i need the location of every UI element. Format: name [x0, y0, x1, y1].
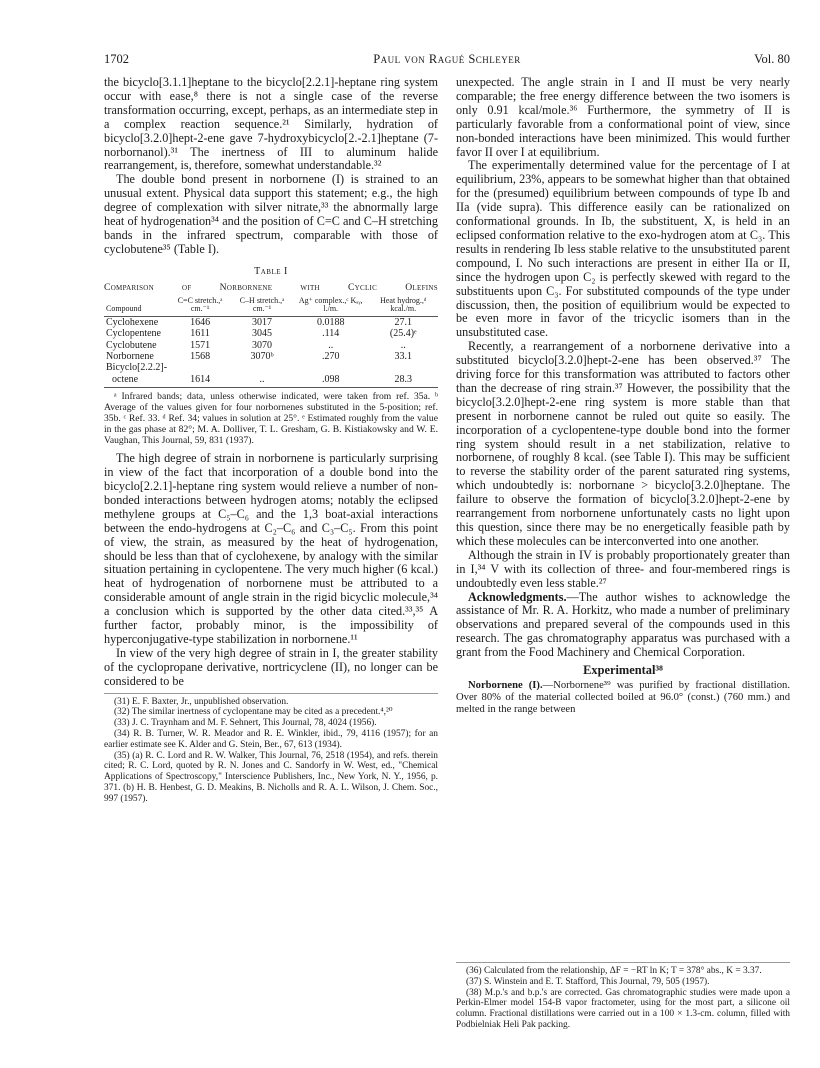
table-cell: 33.1: [394, 351, 412, 362]
table-cell: 3070: [252, 339, 273, 351]
footnote: (32) The similar inertness of cyclopentane may be cited as a precedent.⁴,²⁰: [114, 707, 393, 718]
table-row: [104, 351, 438, 362]
table-cell: [169, 362, 231, 373]
table-cell: 28.3: [368, 374, 438, 388]
table-cell: .114: [322, 328, 340, 340]
table-row: [104, 362, 438, 373]
footnote: (34) R. B. Turner, W. R. Meador and R. E. Winkler, ibid., 79, 4116 (1957); for an earlier estimate see K. Alder and G. Stein, Ber., 67, 613 (1934).: [104, 729, 438, 750]
table-cell: ..: [328, 339, 334, 351]
caption-word: of: [182, 281, 192, 293]
paragraph: Recently, a rearrangement of a norbornene derivative into a substituted bicyclo[3.2.0]hept-2-ene has been observed.³⁷ The driving force for this transformation was attributed to factors other than the decrease of ring strain.³⁷ However, the possibility that the bicyclo[3.2.0]hept-2-ene ring system is more stable than that present in norbornene cannot be ruled out quite so easily. The incorporation of a cyclopentene-type double bond into the former ring system should result in a net stabilization, relative to norbornene, of roughly 8 kcal. (see Table I). This may be sufficient to reverse the stability order of the parent saturated ring systems, which undoubtedly is: norbornane > bicyclo[3.2.0]heptane. The failure to observe the formation of bicyclo[3.2.0]hept-2-ene by rearrangement from norbornene unfortunately casts no light upon this question, since there may be no energetically feasible path by which these molecules can be interconverted into one another.: [456, 339, 790, 548]
table-1: [104, 265, 438, 446]
column-header: Compound: [104, 297, 169, 317]
data-table: [104, 297, 438, 389]
table-cell: ..: [400, 339, 406, 351]
footnote: (33) J. C. Traynham and M. F. Sehnert, This Journal, 78, 4024 (1956).: [114, 718, 377, 729]
column-header: C=C stretch.,ᵃ cm.⁻¹: [169, 297, 231, 317]
paragraph: Although the strain in IV is probably proportionately greater than in I,³⁴ V with its collection of three- and four-membered rings is undoubtedly even less stable.²⁷: [456, 547, 790, 590]
table-cell: [368, 362, 438, 373]
table-cell: octene: [104, 374, 169, 388]
acknowledgments: [456, 591, 790, 661]
paragraph: In view of the very high degree of strain in I, the greater stability of the cyclopropane derivative, nortricyclene (II), no longer can be considered to be: [104, 645, 438, 688]
caption-word: Comparison: [104, 281, 154, 293]
ack-body: —The author wishes to acknowledge the assistance of Mr. R. A. Horkitz, who made a number of preliminary observations and prepared several of the compounds used in this research. The gas chromatography apparatus was purchased with a grant from the Food Machinery and Chemical Corporation.: [456, 589, 790, 660]
footnote: (38) M.p.'s and b.p.'s are corrected. Gas chromatographic studies were made upon a Perkin-Elmer model 154-B vapor fractometer, using for the most part, a silicone oil column. Fractional distillations were carried out in a 100 × 1.3-cm. column, filled with Podbielniak Heli Pak packing.: [456, 987, 790, 1030]
table-cell: 1611: [190, 328, 210, 340]
footnote: (31) E. F. Baxter, Jr., unpublished observation.: [114, 696, 289, 707]
table-cell: 0.0188: [316, 316, 345, 328]
table-title: Table I: [254, 265, 288, 277]
column-header: Ag⁺ complex.,ᶜ Kₐᵧ, l./m.: [293, 297, 368, 317]
table-cell: ..: [231, 374, 293, 388]
table-cell: 1568: [190, 351, 211, 362]
paragraph: The experimentally determined value for the percentage of I at equilibrium, 23%, appears to be somewhat higher than that obtained for the (presumed) equilibrium between compounds of type Ib and IIa (vide supra). This difference easily can be rationalized on conformational grounds. In Ib, the substituent, X, is held in an eclipsed conformation relative to the exo-hydrogen atom at C₃. This results in rendering Ib less stable relative to the unsubstituted parent compound, I. No such interactions are present in either IIa or II, since the hydrogen upon C₂ is perfectly skewed with regard to the substituents upon C₃. For substituted compounds of the type under discussion, then, the position of equilibrium would be expected to be even more in favor of the tricyclic isomers than in the unsubstituted case.: [456, 158, 790, 340]
table-row: [104, 316, 438, 328]
caption-word: Norbornene: [219, 281, 273, 293]
table-row: [104, 374, 438, 388]
table-notes: ᵃ Infrared bands; data, unless otherwise indicated, were taken from ref. 35a. ᵇ Average of the values given for four norbornenes substituted in the 5-position; ref. 35b. ᶜ Ref. 33. ᵈ Ref. 34; values in solution at 25°. ᵉ Estimated roughly from the value in the gas phase at 82°; M. A. Dolliver, T. L. Gresham, G. B. Kistiakowsky and W. E. Vaughan, This Journal, 59, 831 (1937).: [104, 391, 438, 447]
table-caption: [104, 281, 438, 295]
paragraph: The high degree of strain in norbornene is particularly surprising in view of the fact that incorporation of a double bond into the bicyclo[2.2.1]-heptane ring system would relieve a number of non-bonded interactions between hydrogen atoms; notably the eclipsed methylene groups at C₅–C₆ and the 1,3 boat-axial interactions between the endo-hydrogens at C₂–C₆ and C₃–C₅. From this point of view, the strain, as measured by the heat of hydrogenation, should be less than that of cyclohexene, by analogy with the similar situation pertaining in cyclopentene. The very much higher (6 kcal.) heat of hydrogenation of norbornene must be attributed to a considerable amount of angle strain in the rigid bicyclic molecule,³⁴ a conclusion which is supported by the other data cited.³³,³⁵ A further factor, probably minor, is the impossibility of hyperconjugative-type stabilization in norbornene.¹¹: [104, 451, 438, 646]
caption-word: with: [300, 281, 320, 293]
experimental-body: —Norbornene³⁹ was purified by fractional distillation. Over 80% of the material collected boiled at 96.0° (const.) (760 mm.) and melted in the range between: [456, 679, 790, 715]
table-cell: [231, 362, 293, 373]
table-cell: .098: [293, 374, 368, 388]
footnotes-left: [104, 693, 438, 805]
table-cell: (25.4)ᵉ: [389, 328, 417, 340]
table-cell: Cyclohexene: [106, 316, 159, 328]
running-author: Paul von Ragué Schleyer: [373, 52, 521, 66]
caption-word: Cyclic: [347, 281, 378, 293]
table-cell: [293, 362, 368, 373]
paragraph: The double bond present in norbornene (I) is strained to an unusual extent. Physical data support this statement; e.g., the high degree of complexation with silver nitrate,³³ the abnormally large heat of hydrogenation³⁴ and the position of C=C and C–H stretching bands in the infrared spectrum, comparable with those of cyclobutene³⁵ (Table I).: [104, 172, 438, 256]
table-cell: 27.1: [394, 316, 412, 328]
volume-label: Vol. 80: [754, 52, 790, 66]
section-title: Experimental³⁸: [583, 663, 663, 678]
left-column: [104, 76, 438, 805]
table-cell: 3045: [252, 328, 273, 340]
table-row: [104, 328, 438, 339]
table-cell: .270: [321, 351, 340, 362]
table-cell: 3070ᵇ: [250, 351, 274, 362]
table-cell: Bicyclo[2.2.2]-: [106, 362, 168, 374]
table-cell: 1571: [190, 339, 211, 351]
experimental-paragraph: [456, 680, 790, 716]
column-header: C–H stretch.,ᵃ cm.⁻¹: [231, 297, 293, 317]
column-header: Heat hydrog.,ᵈ kcal./m.: [368, 297, 438, 317]
footnotes-right: [456, 962, 790, 1031]
page-number: 1702: [104, 52, 129, 66]
table-cell: 1614: [169, 374, 231, 388]
compound-label: Norbornene (I).: [468, 679, 543, 691]
table-cell: Cyclobutene: [106, 339, 157, 351]
table-row: [104, 340, 438, 351]
table-cell: Norbornene: [106, 351, 154, 362]
paragraph: unexpected. The angle strain in I and II must be very nearly comparable; the free energy difference between the two isomers is only 0.91 kcal/mole.³⁶ Furthermore, the symmetry of II is particularly favorable from a conformational point of view, since non-bonded interactions have been minimized. This would further favor II over I at equilibrium.: [456, 75, 790, 159]
table-cell: 1646: [190, 316, 211, 328]
footnote: (37) S. Winstein and E. T. Stafford, This Journal, 79, 505 (1957).: [466, 976, 710, 987]
footnote: (36) Calculated from the relationship, ΔF = −RT ln K; T = 378° abs., K = 3.37.: [466, 966, 762, 976]
running-header: [104, 52, 790, 72]
table-cell: 3017: [252, 316, 273, 328]
footnote: (35) (a) R. C. Lord and R. W. Walker, This Journal, 76, 2518 (1954), and refs. therein cited; R. C. Lord, quoted by R. N. Jones and C. Sandorfy in W. West, ed., "Chemical Applications of Spectroscopy," Interscience Publishers, Inc., New York, N. Y., 1956, p. 371. (b) H. B. Henbest, G. D. Meakins, B. Nicholls and R. A. L. Wilson, J. Chem. Soc., 997 (1957).: [104, 750, 438, 804]
paragraph: the bicyclo[3.1.1]heptane to the bicyclo[2.2.1]-heptane ring system occur with ease,⁸ there is not a single case of the reverse transformation occurring, except, perhaps, as an intermediate step in a complex reaction sequence.²¹ Similarly, hydration of bicyclo[3.2.0]hept-2-ene gave 7-hydroxybicyclo[2.-2.1]heptane (7-norbornanol).³¹ The inertness of III to aluminum halide rearrangement, is, therefore, somewhat understandable.³²: [104, 75, 438, 173]
ack-title: Acknowledgments.: [468, 589, 567, 604]
right-column: [456, 76, 790, 716]
table-cell: Cyclopentene: [106, 328, 161, 340]
caption-word: Olefins: [405, 281, 438, 293]
